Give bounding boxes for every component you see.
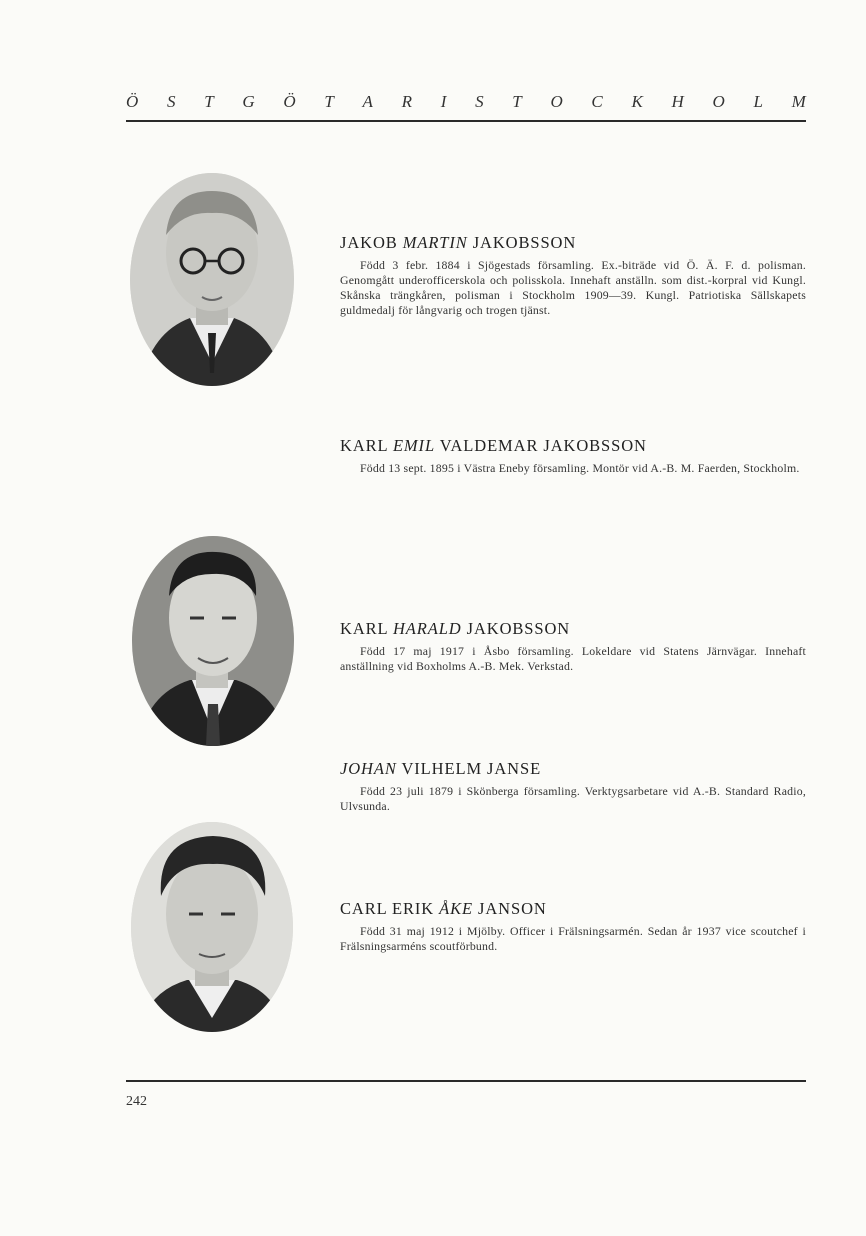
biography-entry: [340, 233, 806, 318]
biography-text: Född 3 febr. 1884 i Sjögestads församling. Ex.-biträde vid Ö. Ä. F. d. polisman. Genomgått underofficerskola och polisskola. Innehaft anställn. som dist.-korpral vid Kungl. Skånska trängkåren, polisman i Stockholm 1909—39. Kungl. Patriotiska Sällskapets guldmedalj för långvarig och trogen tjänst.: [340, 258, 806, 317]
name-part: JAKOB: [340, 233, 403, 252]
running-head-letter: I: [440, 92, 447, 111]
name-part: VALDEMAR JAKOBSSON: [435, 436, 647, 455]
biography-text: Född 31 maj 1912 i Mjölby. Officer i Frälsningsarmén. Sedan år 1937 vice scoutchef i Frälsningsarméns scoutförbund.: [340, 924, 806, 953]
name-part: CARL ERIK: [340, 899, 440, 918]
running-head-letter: O: [712, 92, 725, 111]
running-head-letter: Ö: [126, 92, 139, 111]
name-part: JAKOBSSON: [461, 619, 571, 638]
person-name: [340, 759, 806, 779]
running-head: [126, 92, 806, 112]
running-head-letter: R: [401, 92, 412, 111]
person-name: [340, 899, 806, 919]
running-head-letter: C: [591, 92, 603, 111]
person-name: [340, 619, 806, 639]
name-part: JANSON: [473, 899, 547, 918]
portrait-photo: [130, 173, 294, 386]
biography-entry: [340, 899, 806, 954]
person-name: [340, 436, 806, 456]
running-head-letter: O: [550, 92, 563, 111]
running-head-letter: T: [512, 92, 522, 111]
running-head-letter: S: [475, 92, 484, 111]
running-head-letter: A: [362, 92, 373, 111]
person-name: [340, 233, 806, 253]
name-part: KARL: [340, 436, 393, 455]
biography-entry: [340, 436, 806, 476]
name-part-italic: JOHAN: [340, 759, 397, 778]
name-part-italic: HARALD: [392, 619, 462, 638]
name-part: JAKOBSSON: [467, 233, 577, 252]
running-head-letter: M: [791, 92, 806, 111]
running-head-letter: K: [631, 92, 643, 111]
name-part-italic: MARTIN: [402, 233, 468, 252]
portrait-photo: [132, 536, 294, 746]
running-head-letter: Ö: [283, 92, 296, 111]
footer-rule: [126, 1080, 806, 1082]
portrait-photo: [131, 822, 293, 1032]
biography-text: Född 13 sept. 1895 i Västra Eneby församling. Montör vid A.-B. M. Faerden, Stockholm.: [360, 461, 800, 475]
running-head-letter: G: [242, 92, 255, 111]
running-head-letter: L: [753, 92, 763, 111]
name-part-italic: EMIL: [392, 436, 436, 455]
biography-entry: [340, 619, 806, 674]
running-head-letter: T: [204, 92, 214, 111]
biography-entry: [340, 759, 806, 814]
biography-text: Född 17 maj 1917 i Åsbo församling. Lokeldare vid Statens Järnvägar. Innehaft anställning vid Boxholms A.-B. Mek. Verkstad.: [340, 644, 806, 673]
running-head-letter: S: [166, 92, 176, 111]
running-head-letter: T: [324, 92, 334, 111]
name-part: KARL: [340, 619, 393, 638]
header-rule: [126, 120, 806, 122]
biography-text: Född 23 juli 1879 i Skönberga församling. Verktygsarbetare vid A.-B. Standard Radio, Ulvsunda.: [340, 784, 806, 813]
name-part: VILHELM JANSE: [396, 759, 542, 778]
running-head-letter: H: [671, 92, 684, 111]
name-part-italic: ÅKE: [439, 899, 474, 918]
page-number: 242: [126, 1094, 147, 1109]
